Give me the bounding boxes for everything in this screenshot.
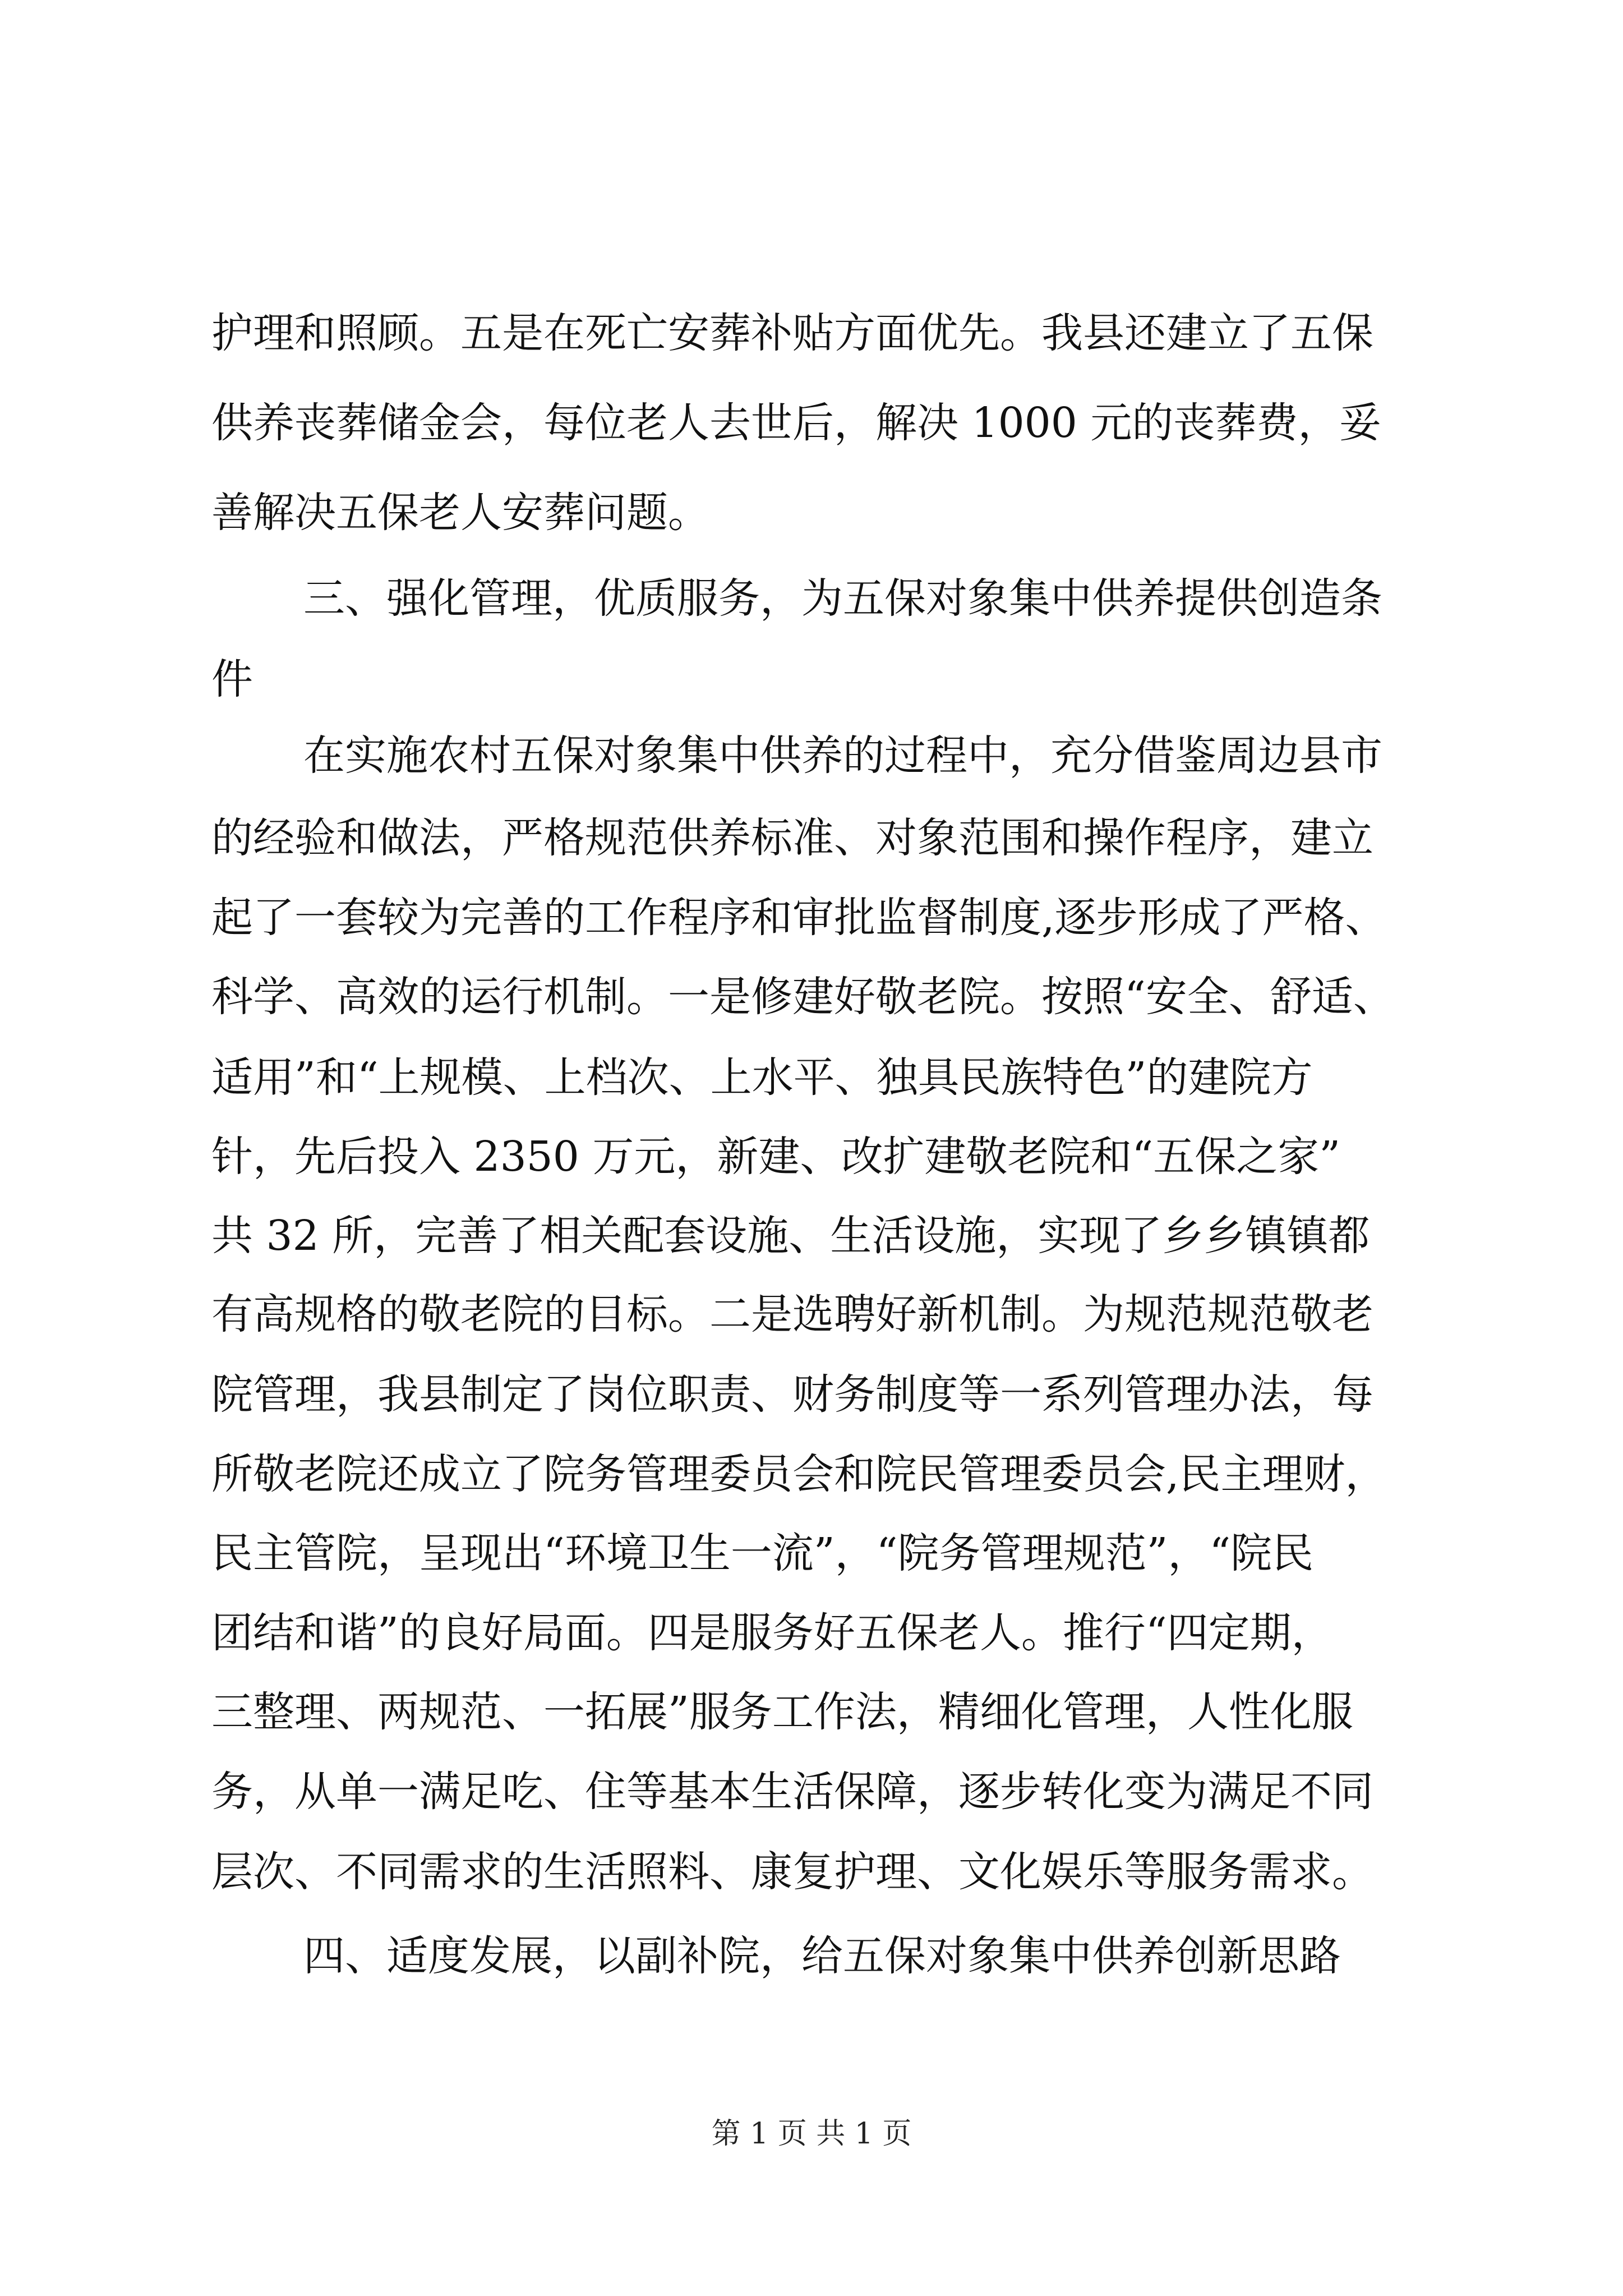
text-line: 有高规格的敬老院的目标。二是选聘好新机制。为规范规范敬老	[211, 1290, 1373, 1338]
section-heading-continued: 件	[211, 655, 253, 703]
text-line: 院管理，我县制定了岗位职责、财务制度等一系列管理办法，每	[211, 1370, 1373, 1419]
text-line: 团结和谐”的良好局面。四是服务好五保老人。推行“四定期，	[211, 1609, 1333, 1657]
text-line: 的经验和做法，严格规范供养标准、对象范围和操作程序，建立	[211, 814, 1373, 862]
text-line: 护理和照顾。五是在死亡安葬补贴方面优先。我县还建立了五保	[211, 309, 1373, 357]
text-line: 供养丧葬储金会，每位老人去世后，解决 1000 元的丧葬费，妥	[211, 399, 1381, 447]
text-line: 起了一套较为完善的工作程序和审批监督制度,逐步形成了严格、	[211, 894, 1387, 942]
text-line: 在实施农村五保对象集中供养的过程中，充分借鉴周边县市	[303, 731, 1382, 780]
text-line: 科学、高效的运行机制。一是修建好敬老院。按照“安全、舒适、	[211, 973, 1395, 1021]
section-heading: 四、适度发展，以副补院，给五保对象集中供养创新思路	[303, 1932, 1341, 1980]
text-line: 三整理、两规范、一拓展”服务工作法，精细化管理，人性化服	[211, 1688, 1353, 1736]
text-line: 务，从单一满足吃、住等基本生活保障，逐步转化变为满足不同	[211, 1768, 1373, 1816]
text-line: 针，先后投入 2350 万元，新建、改扩建敬老院和“五保之家”	[211, 1133, 1341, 1181]
page-number-footer: 第 1 页 共 1 页	[711, 2117, 912, 2151]
text-line: 民主管院，呈现出“环境卫生一流”，“院务管理规范”，“院民	[211, 1529, 1314, 1577]
text-line: 所敬老院还成立了院务管理委员会和院民管理委员会,民主理财，	[211, 1450, 1387, 1498]
section-heading: 三、强化管理，优质服务，为五保对象集中供养提供创造条	[303, 574, 1382, 623]
text-line: 善解决五保老人安葬问题。	[211, 489, 709, 537]
text-line: 层次、不同需求的生活照料、康复护理、文化娱乐等服务需求。	[211, 1848, 1373, 1896]
text-line: 适用”和“上规模、上档次、上水平、独具民族特色”的建院方	[211, 1053, 1313, 1102]
text-line: 共 32 所，完善了相关配套设施、生活设施，实现了乡乡镇镇都	[211, 1212, 1370, 1260]
